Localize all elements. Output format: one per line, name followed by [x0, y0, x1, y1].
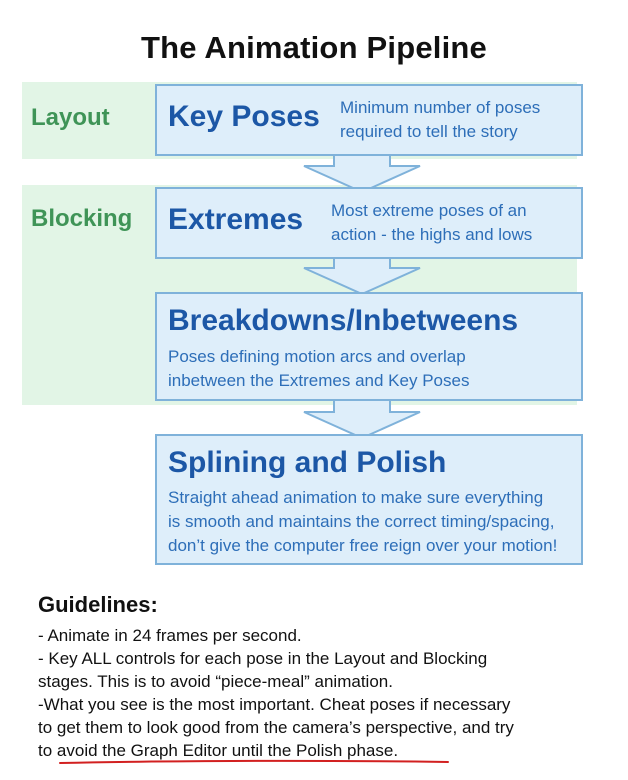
- stage-key-poses: [155, 84, 583, 156]
- stage-desc: inbetween the Extremes and Key Poses: [168, 371, 470, 390]
- guidelines: [38, 592, 608, 762]
- guideline-prefix: to: [38, 741, 57, 760]
- stage-desc: Minimum number of poses: [340, 98, 541, 117]
- guideline-line: stages. This is to avoid “piece-meal” animation.: [38, 672, 393, 691]
- stage-desc: Poses defining motion arcs and overlap: [168, 347, 466, 366]
- guideline-line-last: [38, 739, 608, 762]
- stage-splining-polish: [155, 434, 583, 565]
- guideline-line: - Animate in 24 frames per second.: [38, 626, 302, 645]
- guideline-line: -What you see is the most important. Cheat poses if necessary: [38, 695, 511, 714]
- stage-desc: is smooth and maintains the correct timing/spacing,: [168, 512, 555, 531]
- stage-desc: don’t give the computer free reign over your motion!: [168, 536, 558, 555]
- guideline-line: to get them to look good from the camera’s perspective, and try: [38, 718, 514, 737]
- layout-label: Layout: [31, 104, 110, 131]
- stage-breakdowns: [155, 292, 583, 401]
- blocking-label: Blocking: [31, 205, 133, 232]
- highlighted-guideline: avoid the Graph Editor until the Polish phase.: [56, 741, 399, 760]
- stage-title: Splining and Polish: [168, 446, 447, 479]
- guideline-line: - Key ALL controls for each pose in the Layout and Blocking: [38, 649, 488, 668]
- guidelines-heading: Guidelines:: [38, 592, 158, 617]
- stage-title: Breakdowns/Inbetweens: [168, 304, 519, 337]
- stage-desc: Straight ahead animation to make sure everything: [168, 488, 544, 507]
- stage-desc: Most extreme poses of an: [331, 201, 527, 220]
- stage-extremes: [155, 187, 583, 259]
- stage-desc: required to tell the story: [340, 122, 518, 141]
- stage-title: Extremes: [168, 203, 304, 236]
- page-title: The Animation Pipeline: [140, 30, 487, 65]
- stage-desc: action - the highs and lows: [331, 225, 533, 244]
- stage-title: Key Poses: [168, 100, 320, 133]
